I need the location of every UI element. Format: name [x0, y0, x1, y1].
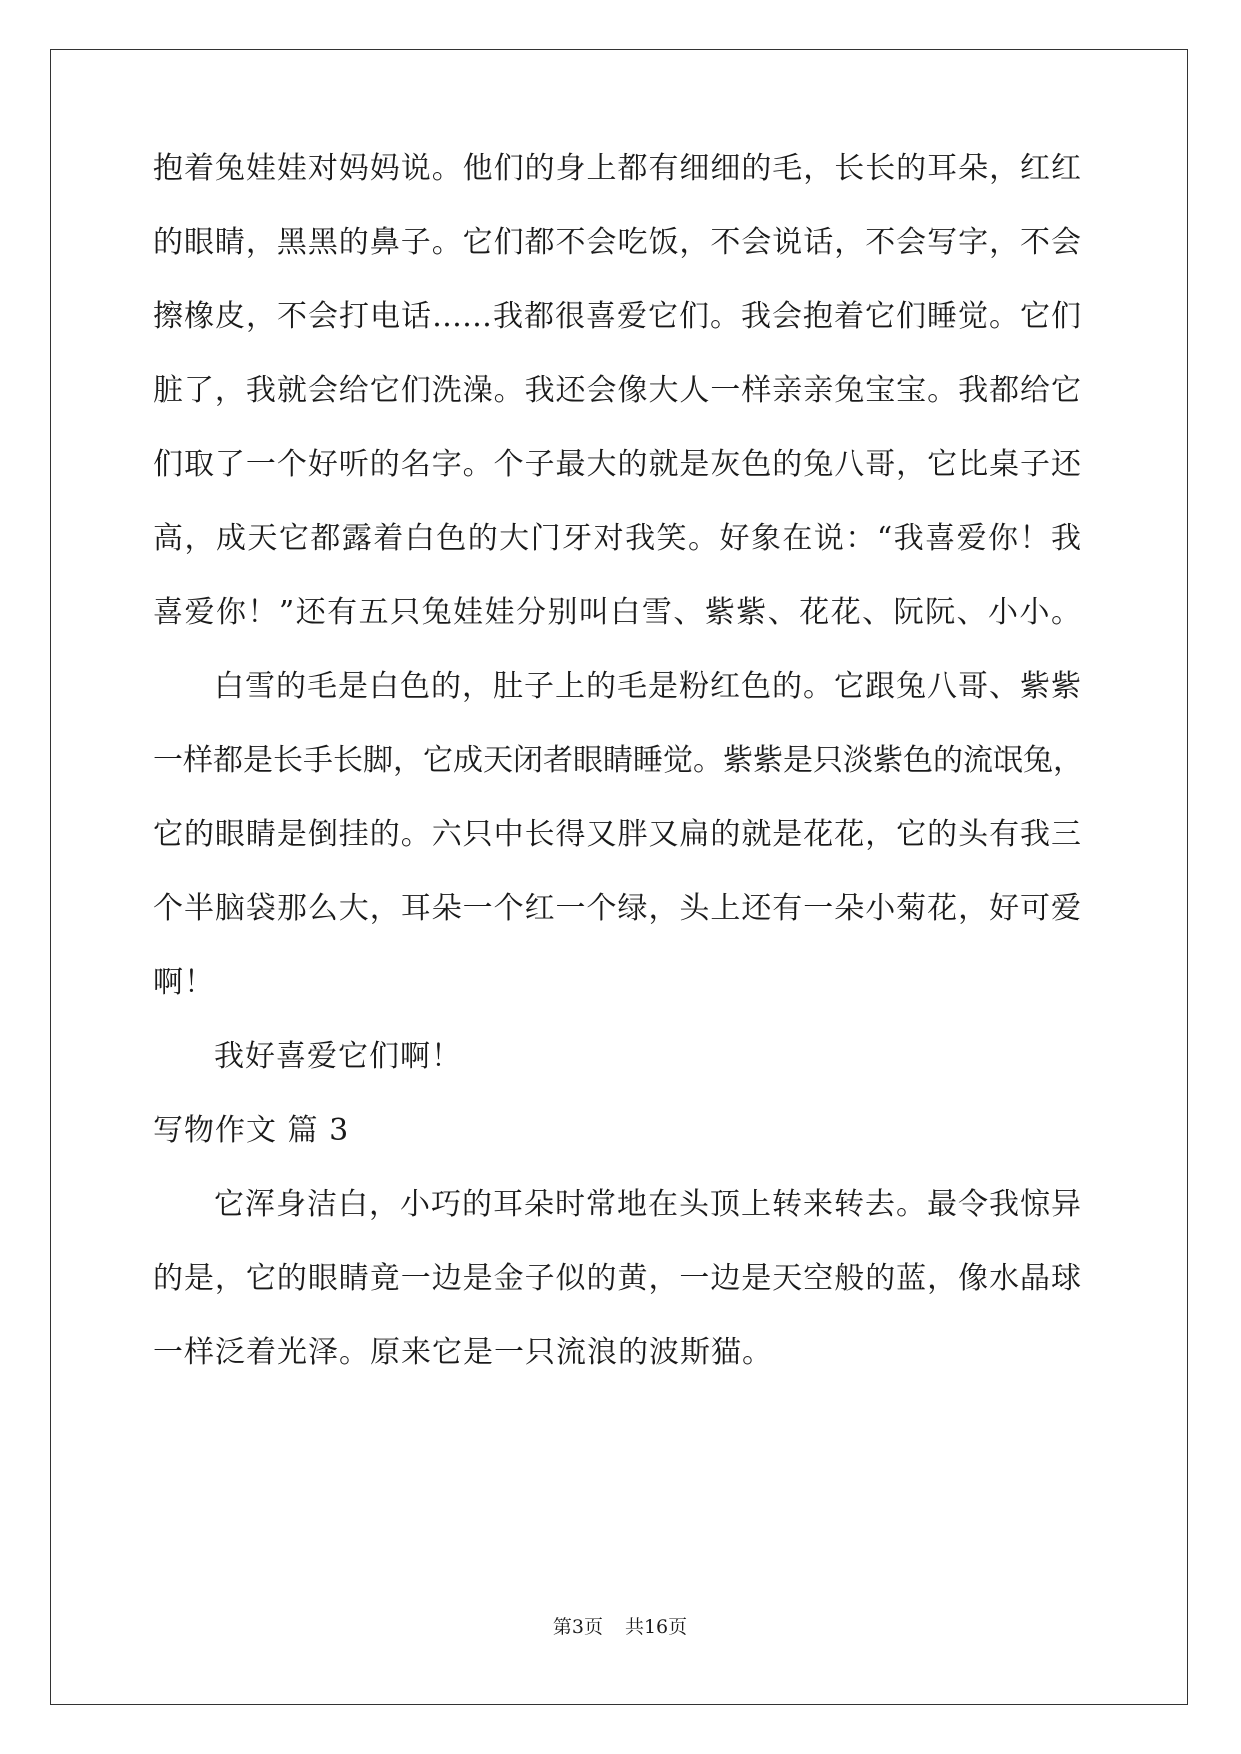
section-heading: 写物作文 篇 3	[153, 1113, 350, 1148]
paragraph-first-line: 白雪的毛是白色的，肚子上的毛是粉红色的。它跟兔八哥、紫紫	[214, 669, 1081, 704]
paragraph-first-line: 我好喜爱它们啊！	[214, 1039, 462, 1074]
page-footer	[0, 1614, 1240, 1640]
body-line: 们取了一个好听的名字。个子最大的就是灰色的兔八哥，它比桌子还	[153, 447, 1081, 482]
body-line: 抱着兔娃娃对妈妈说。他们的身上都有细细的毛，长长的耳朵，红红	[153, 151, 1081, 186]
body-line: 个半脑袋那么大，耳朵一个红一个绿，头上还有一朵小菊花，好可爱	[153, 891, 1081, 926]
page-total-label: 共16页	[624, 1616, 688, 1638]
body-line: 的眼睛，黑黑的鼻子。它们都不会吃饭，不会说话，不会写字，不会	[153, 225, 1081, 260]
body-line: 擦橡皮，不会打电话……我都很喜爱它们。我会抱着它们睡觉。它们	[153, 299, 1081, 334]
body-line: 一样泛着光泽。原来它是一只流浪的波斯猫。	[153, 1335, 773, 1370]
body-line: 喜爱你！”还有五只兔娃娃分别叫白雪、紫紫、花花、阮阮、小小。	[153, 595, 1081, 630]
body-line: 的是，它的眼睛竟一边是金子似的黄，一边是天空般的蓝，像水晶球	[153, 1261, 1081, 1296]
body-line: 它的眼睛是倒挂的。六只中长得又胖又扁的就是花花，它的头有我三	[153, 817, 1081, 852]
paragraph-first-line: 它浑身洁白，小巧的耳朵时常地在头顶上转来转去。最令我惊异	[214, 1187, 1081, 1222]
body-line: 脏了，我就会给它们洗澡。我还会像大人一样亲亲兔宝宝。我都给它	[153, 373, 1081, 408]
page-current-label: 第3页	[552, 1616, 603, 1638]
body-line: 啊！	[153, 965, 215, 1000]
body-line: 高，成天它都露着白色的大门牙对我笑。好象在说：“我喜爱你！我	[153, 521, 1081, 556]
body-line: 一样都是长手长脚，它成天闭者眼睛睡觉。紫紫是只淡紫色的流氓兔，	[153, 743, 1083, 778]
